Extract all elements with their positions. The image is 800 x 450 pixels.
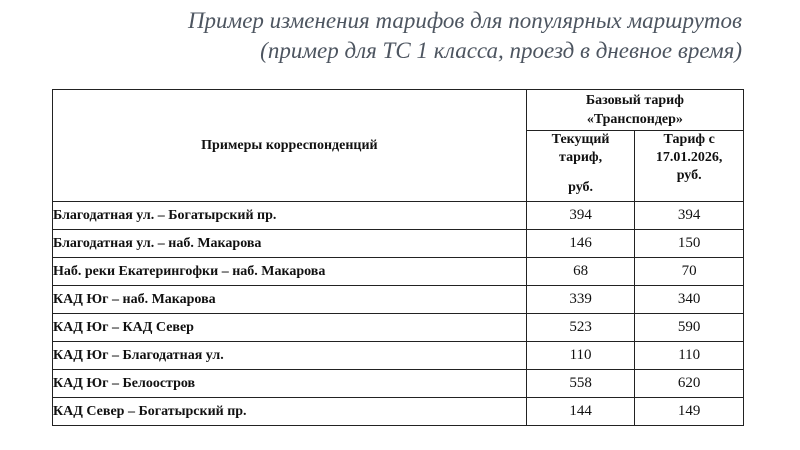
title-line-2: (пример для ТС 1 класса, проезд в дневное время) (260, 38, 742, 63)
new-tariff-cell: 340 (635, 286, 744, 314)
new-tariff-cell: 620 (635, 370, 744, 398)
table-row (53, 202, 744, 230)
header-new-line2: 17.01.2026, (655, 150, 723, 165)
header-current-line1: Текущий (551, 132, 610, 147)
page-title (188, 6, 742, 66)
header-base-tariff (526, 90, 743, 131)
current-tariff-cell: 558 (526, 370, 635, 398)
header-new-unit: руб. (676, 168, 702, 183)
route-cell: КАД Юг – КАД Север (53, 314, 527, 342)
route-cell: КАД Север – Богатырский пр. (53, 398, 527, 426)
current-tariff-cell: 110 (526, 342, 635, 370)
table-row (53, 342, 744, 370)
new-tariff-cell: 70 (635, 258, 744, 286)
header-base-line2: «Транспондер» (586, 112, 683, 127)
new-tariff-cell: 394 (635, 202, 744, 230)
new-tariff-cell: 590 (635, 314, 744, 342)
header-current-tariff (526, 131, 635, 202)
current-tariff-cell: 394 (526, 202, 635, 230)
route-cell: КАД Юг – наб. Макарова (53, 286, 527, 314)
header-new-tariff (635, 131, 744, 202)
current-tariff-cell: 146 (526, 230, 635, 258)
header-routes: Примеры корреспонденций (53, 90, 527, 202)
table-row (53, 258, 744, 286)
new-tariff-cell: 150 (635, 230, 744, 258)
route-cell: Благодатная ул. – Богатырский пр. (53, 202, 527, 230)
header-current-line2: тариф, (559, 150, 603, 165)
header-new-line1: Тариф с (663, 132, 715, 147)
table-row (53, 230, 744, 258)
new-tariff-cell: 149 (635, 398, 744, 426)
current-tariff-cell: 523 (526, 314, 635, 342)
route-cell: КАД Юг – Белоостров (53, 370, 527, 398)
table-row (53, 314, 744, 342)
route-cell: Наб. реки Екатерингофки – наб. Макарова (53, 258, 527, 286)
table-row (53, 370, 744, 398)
current-tariff-cell: 68 (526, 258, 635, 286)
table-row (53, 398, 744, 426)
tariff-table (52, 89, 744, 426)
new-tariff-cell: 110 (635, 342, 744, 370)
header-base-line1: Базовый тариф (585, 93, 684, 108)
table-row (53, 286, 744, 314)
route-cell: КАД Юг – Благодатная ул. (53, 342, 527, 370)
route-cell: Благодатная ул. – наб. Макарова (53, 230, 527, 258)
current-tariff-cell: 339 (526, 286, 635, 314)
title-line-1: Пример изменения тарифов для популярных маршрутов (187, 8, 742, 33)
current-tariff-cell: 144 (526, 398, 635, 426)
header-current-unit: руб. (568, 180, 594, 195)
